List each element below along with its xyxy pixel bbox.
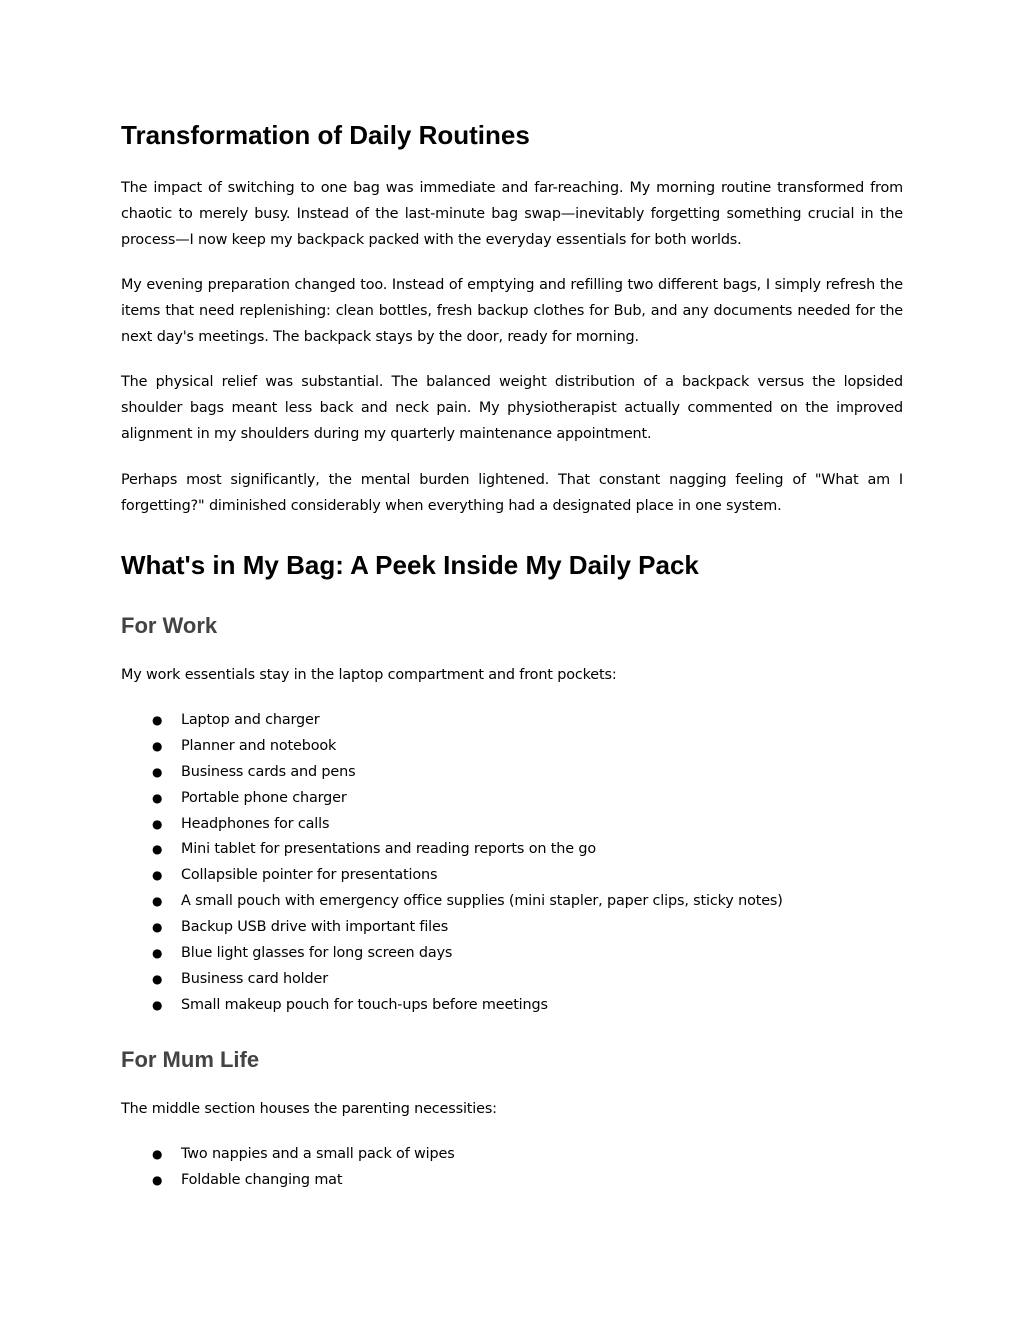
list-item: ● Portable phone charger [121,786,903,812]
paragraph-mental-burden: Perhaps most significantly, the mental burden lightened. That constant nagging feeling of "What am I forgetting?" diminished considerably when everything had a designated place in one system. [121,472,903,514]
bullet-icon: ● [152,997,163,1012]
bullet-icon: ● [152,971,163,986]
bullet-icon: ● [152,1147,163,1161]
paragraph-impact: The impact of switching to one bag was immediate and far-reaching. My morning routine transformed from chaotic to merely busy. Instead of the last-minute bag swap—inevitably forgetting something crucial in the process—I now keep my backpack packed with the everyday essentials for both worlds. [121,180,903,248]
bullet-icon: ● [152,816,163,831]
work-items-list [121,708,903,1019]
paragraph-physical-relief: The physical relief was substantial. The balanced weight distribution of a backpack versus the lopsided shoulder bags meant less back and neck pain. My physiotherapist actually commented on the improved alignment in my shoulders during my quarterly maintenance appointment. [121,374,903,442]
list-item: ● Blue light glasses for long screen days [121,941,903,967]
list-item: ● Business card holder [121,967,903,993]
heading-for-mum-life: For Mum Life [121,1047,260,1072]
bullet-icon: ● [152,946,163,961]
list-item: ● A small pouch with emergency office supplies (mini stapler, paper clips, sticky notes) [121,889,903,915]
heading-whats-in-bag: What's in My Bag: A Peek Inside My Daily Pack [121,550,699,580]
bullet-icon: ● [152,920,163,935]
heading-transformation: Transformation of Daily Routines [121,120,530,150]
paragraph-mum-intro: The middle section houses the parenting necessities: [121,1101,497,1117]
bullet-icon: ● [152,713,163,727]
list-item: ● Business cards and pens [121,760,903,786]
list-item: ● Foldable changing mat [121,1168,903,1194]
list-item: ● Backup USB drive with important files [121,915,903,941]
paragraph-work-intro: My work essentials stay in the laptop compartment and front pockets: [121,667,617,683]
bullet-icon: ● [152,1172,163,1187]
list-item: ● Small makeup pouch for touch-ups before meetings [121,993,903,1019]
bullet-icon: ● [152,790,163,805]
list-item: ● Headphones for calls [121,812,903,838]
bullet-icon: ● [152,868,163,883]
list-item: ● Planner and notebook [121,734,903,760]
bullet-icon: ● [152,764,163,779]
bullet-icon: ● [152,894,163,909]
list-item: ● Collapsible pointer for presentations [121,863,903,889]
bullet-icon: ● [152,738,163,753]
heading-for-work: For Work [121,613,218,638]
mum-items-list [121,1142,903,1194]
list-item: ● Mini tablet for presentations and reading reports on the go [121,837,903,863]
list-item: ● Laptop and charger [121,708,903,734]
paragraph-evening: My evening preparation changed too. Instead of emptying and refilling two different bags, I simply refresh the items that need replenishing: clean bottles, fresh backup clothes for Bub, and any documents needed for the next day's meetings. The backpack stays by the door, ready for morning. [121,277,903,345]
list-item: ● Two nappies and a small pack of wipes [121,1142,903,1168]
bullet-icon: ● [152,842,163,857]
